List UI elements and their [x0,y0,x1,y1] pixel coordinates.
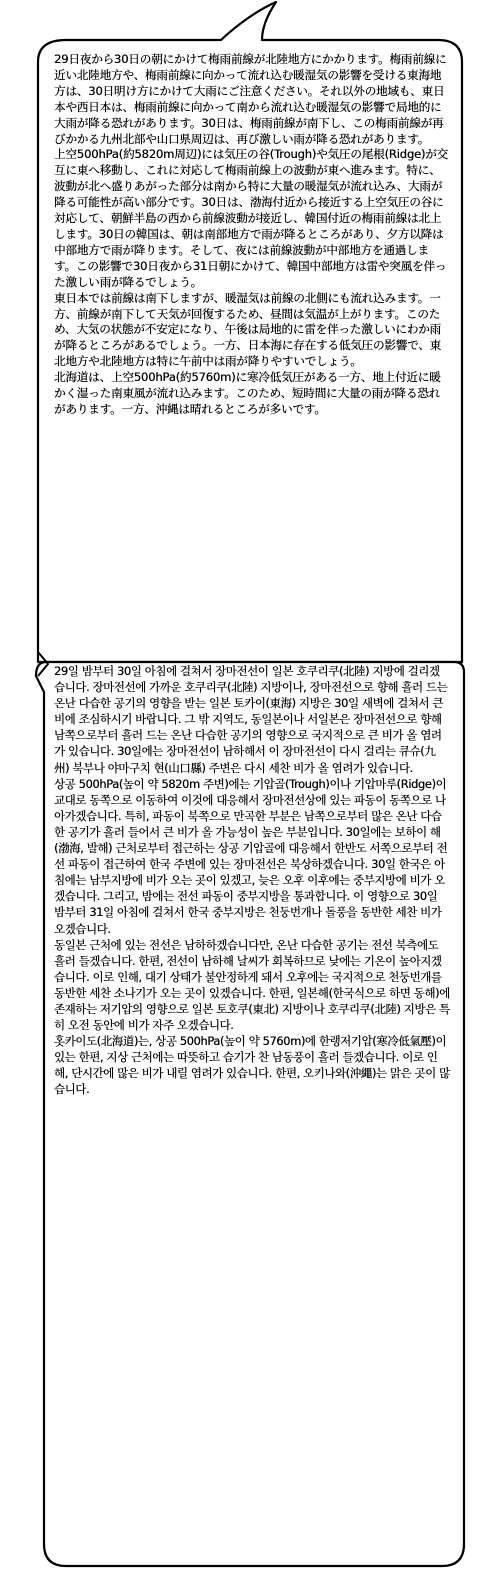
korean-paragraph: 29일 밤부터 30일 아침에 걸쳐서 장마전선이 일본 호쿠리쿠(北陸) 지방에 걸리겠습니다. 장마전선에 가까운 호쿠리쿠(北陸) 지방이나, 장마전선으로 향해 흘러 드는 온난 다습한 공기의 영향을 받는 일본 토카이(東海) 지방은 30일 새벽에 걸쳐서 큰 비에 조심하시기 바랍니다. 그 밖 지역도, 동일본이나 서일본은 장마전선으로 향해 남쪽으로부터 흘러 드는 온난 다습한 공기의 영향으로 국지적으로 큰 비가 올 염려가 있습니다. 30일에는 장마전선이 남하해서 이 장마전선이 다시 걸리는 큐슈(九州) 북부나 야마구치 현(山口縣) 주변은 다시 세찬 비가 올 염려가 있습니다. [54,664,448,775]
japanese-paragraph: 上空500hPa(約5820m周辺)には気圧の谷(Trough)や気圧の尾根(Ridge)が交互に東へ移動し、これに対応して梅雨前線上の波動が東へ進みます。特に、波動が北へ盛りあがった部分は南から特に大量の暖湿気が流れ込み、大雨が降る可能性が高い部分です。30日は、渤海付近から接近する上空気圧の谷に対応して、朝鮮半島の西から前線波動が接近し、韓国付近の梅雨前線は北上します。30日の韓国は、朝は南部地方で雨が降るところがあり、夕方以降は中部地方で雨が降ります。そして、夜には前線波動が中部地方を通過します。この影響で30日夜から31日朝にかけて、韓国中部地方は雷や突風を伴った激しい雨が降るでしょう。 [54,147,449,289]
korean-paragraph: 상공 500hPa(높이 약 5820m 주변)에는 기압골(Trough)이나 기압마루(Ridge)이 교대로 동쪽으로 이동하여 이것에 대응해서 장마전선상에 있는 파동이 동쪽으로 나아가겠습니다. 특히, 파동이 북쪽으로 만곡한 부분은 남쪽으로부터 많은 온난 다습한 공기가 흘러 들어서 큰 비가 올 가능성이 높은 부분입니다. 30일에는 보하이 해(渤海, 발해) 근처로부터 접근하는 상공 기압골에 대응해서 한반도 서쪽으로부터 전선 파동이 접근하여 한국 주변에 있는 장마전선은 북상하겠습니다. 30일 한국은 아침에는 남부지방에 비가 오는 곳이 있겠고, 늦은 오후 이후에는 중부지방에 비가 오겠습니다. 그리고, 밤에는 전선 파동이 중부지방을 통과합니다. 이 영향으로 30일 밤부터 31일 아침에 걸쳐서 한국 중부지방은 천둥번개나 돌풍을 동반한 세찬 비가 오겠습니다. [54,776,448,936]
korean-paragraph: 동일본 근처에 있는 전선은 남하하겠습니다만, 온난 다습한 공기는 전선 북측에도 흘러 들겠습니다. 한편, 전선이 남하해 날씨가 회복하므로 낮에는 기온이 높아지겠습니다. 이로 인해, 대기 상태가 불안정하게 돼서 오후에는 국지적으로 천둥번개를 동반한 세찬 소나기가 오는 곳이 있겠습니다. 한편, 일본해(한국식으로 하면 동해)에 존재하는 저기압의 영향으로 일본 토호쿠(東北) 지방이나 호쿠리쿠(北陸) 지방은 특히 오전 동안에 비가 자주 오겠습니다. [54,937,450,1033]
japanese-paragraph: 北海道は、上空500hPa(約5760m)に寒冷低気圧がある一方、地上付近に暖かく湿った南東風が流れ込みます。このため、短時間に大量の雨が降る恐れがあります。一方、沖縄は晴れるところが多いです。 [54,370,441,416]
japanese-text-panel [54,52,450,658]
korean-text-panel [54,663,450,1555]
japanese-paragraph: 29日夜から30日の朝にかけて梅雨前線が北陸地方にかかります。梅雨前線に近い北陸地方や、梅雨前線に向かって流れ込む暖湿気の影響を受ける東海地方は、30日明け方にかけて大雨にご注意ください。それ以外の地域も、東日本や西日本は、梅雨前線に向かって南から流れ込む暖湿気の影響で局地的に大雨が降る恐れがあります。30日は、梅雨前線が南下し、この梅雨前線が再びかかる九州北部や山口県周辺は、再び激しい雨が降る恐れがあります。 [54,52,447,146]
japanese-paragraph: 東日本では前線は南下しますが、暖湿気は前線の北側にも流れ込みます。一方、前線が南下して天気が回復するため、昼間は気温が上がります。このため、大気の状態が不安定になり、午後は局地的に雷を伴った激しいにわか雨が降るところがあるでしょう。一方、日本海に存在する低気圧の影響で、東北地方や北陸地方は特に午前中は雨が降りやすいでしょう。 [54,290,442,369]
korean-paragraph: 홋카이도(北海道)는, 상공 500hPa(높이 약 5760m)에 한랭저기압(寒冷低氣壓)이 있는 한편, 지상 근처에는 따뜻하고 습기가 찬 남동풍이 흘러 들겠습니다. 이로 인해, 단시간에 많은 비가 내릴 염려가 있습니다. 한편, 오키나와(沖繩)는 맑은 곳이 많습니다. [54,1034,450,1097]
